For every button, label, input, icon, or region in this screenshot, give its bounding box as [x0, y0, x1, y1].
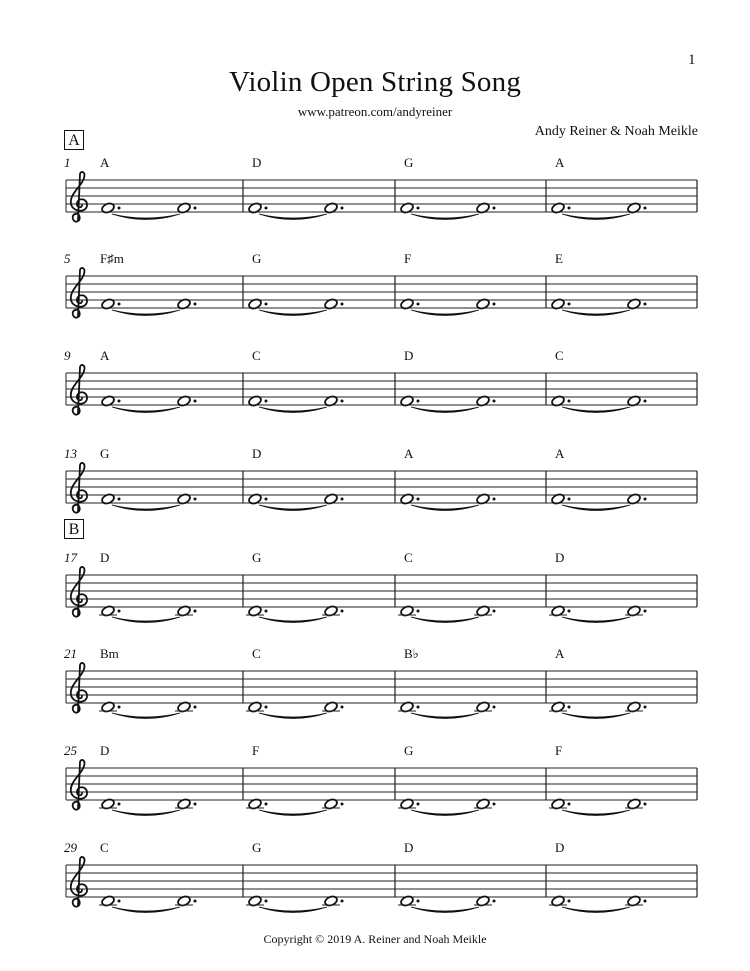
staff-system: [64, 348, 697, 415]
measure-number: 29: [64, 840, 77, 855]
tie: [259, 214, 327, 220]
chord-symbol: A: [100, 155, 110, 170]
tie: [112, 617, 180, 623]
chord-symbol: G: [100, 446, 110, 461]
augmentation-dot: [194, 498, 197, 501]
augmentation-dot: [265, 303, 268, 306]
augmentation-dot: [265, 610, 268, 613]
augmentation-dot: [265, 400, 268, 403]
chord-symbol: F♯m: [100, 251, 124, 266]
augmentation-dot: [341, 207, 344, 210]
augmentation-dot: [644, 207, 647, 210]
tie: [259, 407, 327, 413]
augmentation-dot: [493, 900, 496, 903]
measure-number: 17: [64, 550, 77, 565]
chord-symbol: C: [404, 550, 413, 565]
staff-system: [64, 155, 697, 222]
tie: [411, 310, 479, 316]
augmentation-dot: [194, 900, 197, 903]
augmentation-dot: [493, 400, 496, 403]
augmentation-dot: [417, 900, 420, 903]
composer-credit: Andy Reiner & Noah Meikle: [534, 124, 698, 139]
chord-symbol: D: [252, 446, 262, 461]
tie: [259, 505, 327, 511]
staff-system: [64, 251, 697, 318]
augmentation-dot: [118, 706, 121, 709]
tie: [411, 617, 479, 623]
chord-symbol: D: [100, 743, 110, 758]
augmentation-dot: [644, 498, 647, 501]
tie: [112, 214, 180, 220]
augmentation-dot: [118, 303, 121, 306]
chord-symbol: A: [555, 446, 565, 461]
treble-clef-icon: [71, 172, 87, 222]
tie: [112, 505, 180, 511]
augmentation-dot: [493, 803, 496, 806]
augmentation-dot: [265, 498, 268, 501]
chord-symbol: G: [252, 840, 262, 855]
augmentation-dot: [118, 803, 121, 806]
chord-symbol: G: [252, 550, 262, 565]
tie: [112, 310, 180, 316]
augmentation-dot: [194, 610, 197, 613]
tie: [112, 810, 180, 816]
treble-clef-icon: [71, 463, 87, 513]
tie: [259, 907, 327, 913]
augmentation-dot: [417, 303, 420, 306]
chord-symbol: A: [555, 155, 565, 170]
augmentation-dot: [118, 207, 121, 210]
tie: [112, 713, 180, 719]
tie: [562, 214, 630, 220]
augmentation-dot: [341, 610, 344, 613]
chord-symbol: D: [252, 155, 262, 170]
tie: [562, 617, 630, 623]
augmentation-dot: [644, 400, 647, 403]
augmentation-dot: [417, 400, 420, 403]
chord-symbol: G: [404, 155, 414, 170]
augmentation-dot: [568, 610, 571, 613]
augmentation-dot: [341, 303, 344, 306]
chord-symbol: D: [100, 550, 110, 565]
augmentation-dot: [493, 207, 496, 210]
rehearsal-mark-a: A: [64, 130, 84, 150]
measure-number: 13: [64, 446, 77, 461]
augmentation-dot: [644, 706, 647, 709]
augmentation-dot: [341, 498, 344, 501]
augmentation-dot: [417, 498, 420, 501]
augmentation-dot: [118, 900, 121, 903]
augmentation-dot: [194, 303, 197, 306]
augmentation-dot: [341, 400, 344, 403]
staff-system: [64, 743, 697, 816]
chord-symbol: F: [404, 251, 412, 266]
chord-symbol: G: [252, 251, 262, 266]
chord-symbol: D: [555, 840, 565, 855]
chord-symbol: G: [404, 743, 414, 758]
tie: [562, 810, 630, 816]
augmentation-dot: [417, 706, 420, 709]
augmentation-dot: [265, 900, 268, 903]
treble-clef-icon: [71, 760, 87, 810]
tie: [411, 810, 479, 816]
treble-clef-icon: [71, 567, 87, 617]
chord-symbol: F: [555, 743, 563, 758]
augmentation-dot: [265, 207, 268, 210]
treble-clef-icon: [71, 365, 87, 415]
chord-symbol: C: [252, 646, 261, 661]
tie: [259, 810, 327, 816]
tie: [562, 505, 630, 511]
subtitle-link: www.patreon.com/andyreiner: [297, 104, 453, 119]
augmentation-dot: [644, 900, 647, 903]
staff-system: [64, 840, 697, 913]
chord-symbol: B♭: [404, 646, 419, 661]
tie: [259, 310, 327, 316]
augmentation-dot: [644, 610, 647, 613]
augmentation-dot: [644, 303, 647, 306]
measure-number: 9: [64, 348, 71, 363]
augmentation-dot: [568, 498, 571, 501]
chord-symbol: C: [555, 348, 564, 363]
chord-symbol: D: [555, 550, 565, 565]
rehearsal-mark-b: B: [64, 519, 84, 539]
staff-system: [64, 446, 697, 513]
chord-symbol: A: [100, 348, 110, 363]
chord-symbol: E: [555, 251, 563, 266]
copyright-footer: Copyright © 2019 A. Reiner and Noah Meikle: [263, 932, 487, 946]
measure-number: 25: [64, 743, 77, 758]
page-title: Violin Open String Song: [228, 66, 522, 98]
treble-clef-icon: [71, 857, 87, 907]
chord-symbol: Bm: [100, 646, 119, 661]
tie: [562, 907, 630, 913]
augmentation-dot: [118, 610, 121, 613]
tie: [259, 617, 327, 623]
chord-symbol: A: [404, 446, 414, 461]
tie: [411, 407, 479, 413]
augmentation-dot: [194, 207, 197, 210]
tie: [411, 713, 479, 719]
tie: [562, 310, 630, 316]
staff-system: [64, 550, 697, 623]
augmentation-dot: [493, 303, 496, 306]
measure-number: 1: [64, 155, 71, 170]
tie: [259, 713, 327, 719]
chord-symbol: F: [252, 743, 260, 758]
augmentation-dot: [568, 803, 571, 806]
augmentation-dot: [341, 706, 344, 709]
augmentation-dot: [644, 803, 647, 806]
treble-clef-icon: [71, 663, 87, 713]
augmentation-dot: [194, 803, 197, 806]
augmentation-dot: [417, 803, 420, 806]
augmentation-dot: [568, 207, 571, 210]
augmentation-dot: [417, 610, 420, 613]
augmentation-dot: [493, 706, 496, 709]
chord-symbol: C: [252, 348, 261, 363]
tie: [411, 214, 479, 220]
chord-symbol: A: [555, 646, 565, 661]
augmentation-dot: [118, 400, 121, 403]
augmentation-dot: [568, 303, 571, 306]
tie: [411, 907, 479, 913]
tie: [562, 407, 630, 413]
augmentation-dot: [568, 706, 571, 709]
augmentation-dot: [194, 706, 197, 709]
augmentation-dot: [568, 400, 571, 403]
tie: [112, 907, 180, 913]
measure-number: 5: [64, 251, 71, 266]
tie: [562, 713, 630, 719]
chord-symbol: D: [404, 348, 414, 363]
augmentation-dot: [341, 900, 344, 903]
staff-system: [64, 646, 697, 719]
treble-clef-icon: [71, 268, 87, 318]
augmentation-dot: [417, 207, 420, 210]
augmentation-dot: [568, 900, 571, 903]
page-number: 1: [688, 52, 696, 68]
augmentation-dot: [265, 803, 268, 806]
augmentation-dot: [265, 706, 268, 709]
chord-symbol: D: [404, 840, 414, 855]
augmentation-dot: [493, 610, 496, 613]
measure-number: 21: [64, 646, 77, 661]
augmentation-dot: [341, 803, 344, 806]
augmentation-dot: [194, 400, 197, 403]
tie: [112, 407, 180, 413]
tie: [411, 505, 479, 511]
augmentation-dot: [118, 498, 121, 501]
augmentation-dot: [493, 498, 496, 501]
chord-symbol: C: [100, 840, 109, 855]
